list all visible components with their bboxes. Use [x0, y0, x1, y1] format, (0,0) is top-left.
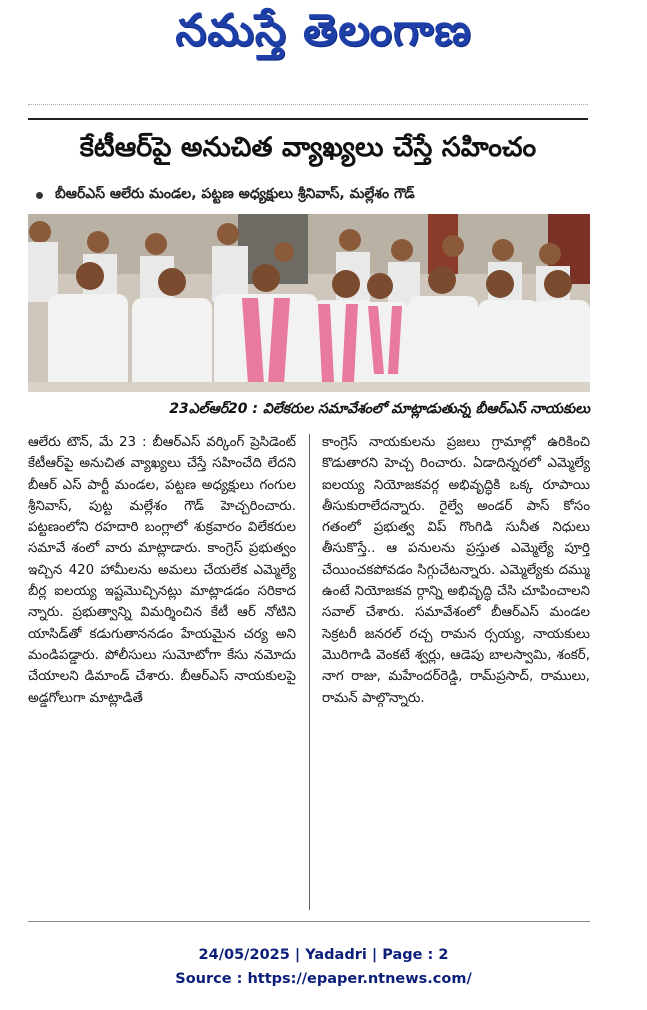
article-body-left-column: ఆలేరు టౌన్, మే 23 : బీఆర్ఎస్ వర్కింగ్ ప్రెసిడెంట్ కేటీఆర్‌పై అనుచిత వ్యాఖ్యలు చేస్తే సహించేది లేదని బీఆర్ ఎస్ పార్టీ మండల, పట్టణ అధ్యక్షులు గంగుల శ్రీనివాస్, పుట్ట మల్లేశం గౌడ్ హెచ్చరించారు. పట్టణంలోని రహదారి బంగ్లాలో శుక్రవారం విలేకరుల సమావే శంలో వారు మాట్లాడారు. కాంగ్రెస్ ప్రభుత్వం ఇచ్చిన 420 హామీలను అమలు చేయలేక ఎమ్మెల్యే బీర్ల ఐలయ్య ఇష్టమొచ్చినట్లు మాట్లాడడం సరికాద న్నారు. ప్రభుత్వాన్ని విమర్శించిన కేటీ ఆర్ నోటిని యాసిడ్‌తో కడుగుతాననడం హేయమైన చర్య అని మండిపడ్డారు. పోలీసులు సుమోటోగా కేసు నమోదు చేయాలని డిమాండ్ చేశారు. బీఆర్ఎస్ నాయకులపై అడ్డగోలుగా మాట్లాడితే — [28, 435, 296, 706]
article-body — [28, 432, 590, 914]
masthead — [0, 0, 647, 72]
source-link: Source : https://epaper.ntnews.com/ — [175, 971, 472, 987]
clipped-text-strip — [28, 92, 588, 105]
article-subheadline-row — [36, 182, 588, 208]
bullet-icon — [36, 192, 43, 199]
top-rule — [28, 118, 588, 120]
article-headline: కేటీఆర్‌పై అనుచిత వ్యాఖ్యలు చేస్తే సహించం — [79, 132, 537, 163]
photo-caption: 23ఎల్ఆర్20 : విలేకరుల సమావేశంలో మాట్లాడుతున్న బీఆర్ఎస్ నాయకులు — [169, 400, 590, 417]
column-divider — [309, 434, 310, 910]
newspaper-logo: నమస్తే తెలంగాణ — [175, 5, 472, 56]
article-subheadline: బీఆర్ఎస్ ఆలేరు మండల, పట్టణ అధ్యక్షులు శ్రీనివాస్, మల్లేశం గౌడ్ — [55, 185, 415, 202]
article-body-right-column: కాంగ్రెస్ నాయకులను ప్రజలు గ్రామాల్లో ఉరికించి కొడుతారని హెచ్చ రించారు. ఏడాదిన్నరలో ఎమ్మెల్యే ఐలయ్య నియోజకవర్గ అభివృద్ధికి ఒక్క రూపాయి తీసుకురాలేదన్నారు. రైల్వే అండర్ పాస్ కోసం గతంలో ప్రభుత్వ విప్ గొంగిడి సునీత నిధులు తీసుకొస్తే.. ఆ పనులను ప్రస్తుత ఎమ్మెల్యే పూర్తి చేయించకపోవడం సిగ్గుచేటన్నారు. ఎమ్మెల్యేకు దమ్ము ఉంటే నియోజకవ ర్గాన్ని అభివృద్ధి చేసి చూపించాలని సవాల్ చేశారు. సమావేశంలో బీఆర్ఎస్ మండల సెక్రటరీ జనరల్ రచ్చ రామన ర్సయ్య, నాయకులు మొరిగాడి వెంకటే శ్వర్లు, ఆడెపు బాలస్వామి, శంకర్, నాగ రాజు, మహేందర్‌రెడ్డి, రామ్‌ప్రసాద్, రాములు, రామన్ పాల్గొన్నారు. — [322, 435, 590, 706]
edition-info: 24/05/2025 | Yadadri | Page : 2 — [198, 947, 449, 963]
bottom-rule — [28, 921, 590, 922]
group-photo-illustration — [28, 214, 590, 392]
news-photo — [28, 214, 590, 392]
